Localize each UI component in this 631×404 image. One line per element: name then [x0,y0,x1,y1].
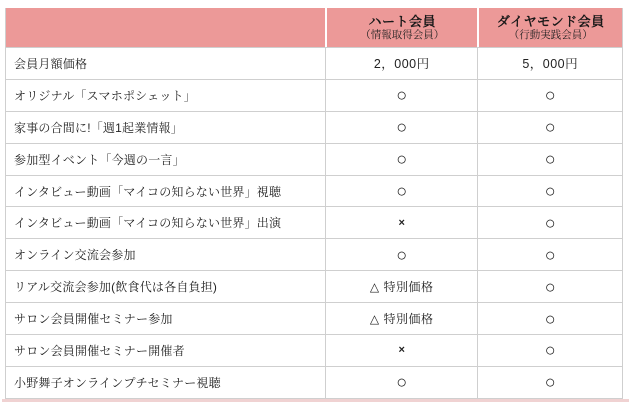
table-row [6,270,622,302]
table-row [6,206,622,238]
feature-label: サロン会員開催セミナー開催者 [14,343,185,358]
heart-member-value: ○ [325,176,478,207]
diamond-member-title: ダイヤモンド会員 [496,13,605,29]
heart-member-value: ○ [325,80,478,111]
heart-member-title: ハート会員 [368,13,436,29]
diamond-member-value: 5，000円 [477,48,622,79]
diamond-member-value: ○ [477,80,622,111]
heart-member-subtitle: （情報取得会員） [360,28,445,41]
feature-label: 小野舞子オンラインプチセミナー視聴 [14,375,221,390]
table-header-row [6,8,622,47]
diamond-member-value: ○ [477,335,622,366]
table-body [6,47,622,398]
table-row [6,334,622,366]
table-row [6,366,622,398]
diamond-member-subtitle: （行動実践会員） [508,28,593,41]
table-row [6,238,622,270]
table-row [6,47,622,79]
heart-member-value: × [325,335,478,366]
header-diamond-member-column [477,8,622,47]
feature-label: リアル交流会参加(飲食代は各自負担) [14,280,218,295]
heart-member-value: △ 特別価格 [325,303,478,334]
feature-label: サロン会員開催セミナー参加 [14,312,173,327]
heart-member-value: 2，000円 [325,48,478,79]
feature-label: インタビュー動画「マイコの知らない世界」視聴 [14,184,282,199]
heart-member-value: △ 特別価格 [325,271,478,302]
heart-member-value: ○ [325,144,478,175]
heart-member-value: ○ [325,367,478,398]
feature-label: オリジナル「スマホポシェット」 [14,88,196,103]
table-row [6,175,622,207]
table-row [6,79,622,111]
diamond-member-value: ○ [477,207,622,238]
feature-label: オンライン交流会参加 [14,248,136,263]
diamond-member-value: ○ [477,239,622,270]
heart-member-value: × [325,207,478,238]
table-row [6,143,622,175]
feature-label: インタビュー動画「マイコの知らない世界」出演 [14,216,282,231]
diamond-member-value: ○ [477,112,622,143]
diamond-member-value: ○ [477,176,622,207]
diamond-member-value: ○ [477,144,622,175]
membership-comparison-table [5,8,623,399]
header-feature-column [6,8,325,47]
diamond-member-value: ○ [477,367,622,398]
bottom-accent-strip [2,399,629,402]
table-row [6,111,622,143]
feature-label: 家事の合間に!「週1起業情報」 [14,120,184,135]
header-heart-member-column [325,8,478,47]
heart-member-value: ○ [325,239,478,270]
feature-label: 会員月額価格 [14,56,88,71]
diamond-member-value: ○ [477,271,622,302]
diamond-member-value: ○ [477,303,622,334]
table-row [6,302,622,334]
heart-member-value: ○ [325,112,478,143]
feature-label: 参加型イベント「今週の一言」 [14,152,185,167]
